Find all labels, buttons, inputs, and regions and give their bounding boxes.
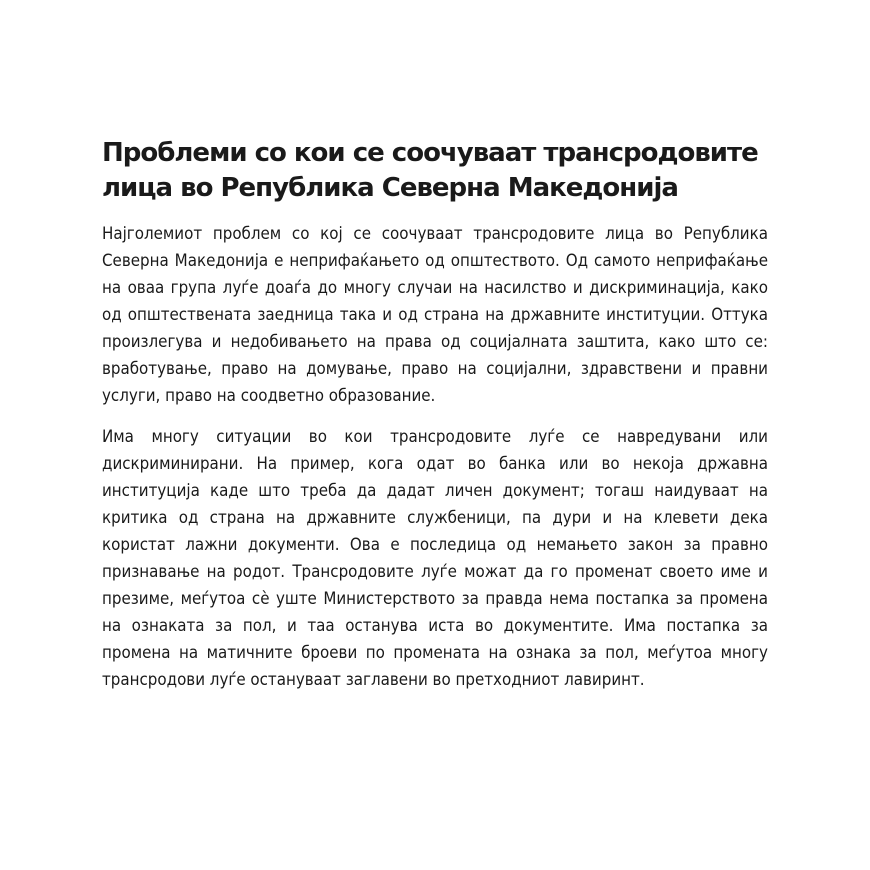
paragraph-2: Има многу ситуации во кои трансродовите луѓе се навредувани или дискриминирани. На пример, кога одат во банка или во некоја државна институција каде што треба да дадат личен документ; тогаш наидуваат на критика од страна на државните службеници, па дури и на клевети дека користат лажни документи. Ова е последица од немањето закон за правно признавање на родот. Трансродовите луѓе можат да го променат своето име и презиме, меѓутоа сè уште Министерството за правда нема постапка за промена на ознаката за пол, и таа останува иста во документите. Има постапка за промена на матичните броеви по промената на ознака за пол, меѓутоа многу трансродови луѓе остануваат заглавени во претходниот лавиринт. <box>102 426 768 689</box>
paragraph-1: Најголемиот проблем со кој се соочуваат трансродовите лица во Република Северна Македонија е неприфаќањето од општеството. Од самото неприфаќање на оваа група луѓе доаѓа до многу случаи на насилство и дискриминација, како од општествената заедница така и од страна на државните институции. Оттука произлегува и недобивањето на права од социјалната заштита, како што се: вработување, право на домување, право на социјални, здравствени и правни услуги, право на соодветно образование. <box>102 223 768 405</box>
page-title: Проблеми со кои се соочуваат трансродовите лица во Република Северна Македонија <box>102 138 758 203</box>
document-page <box>102 136 768 707</box>
